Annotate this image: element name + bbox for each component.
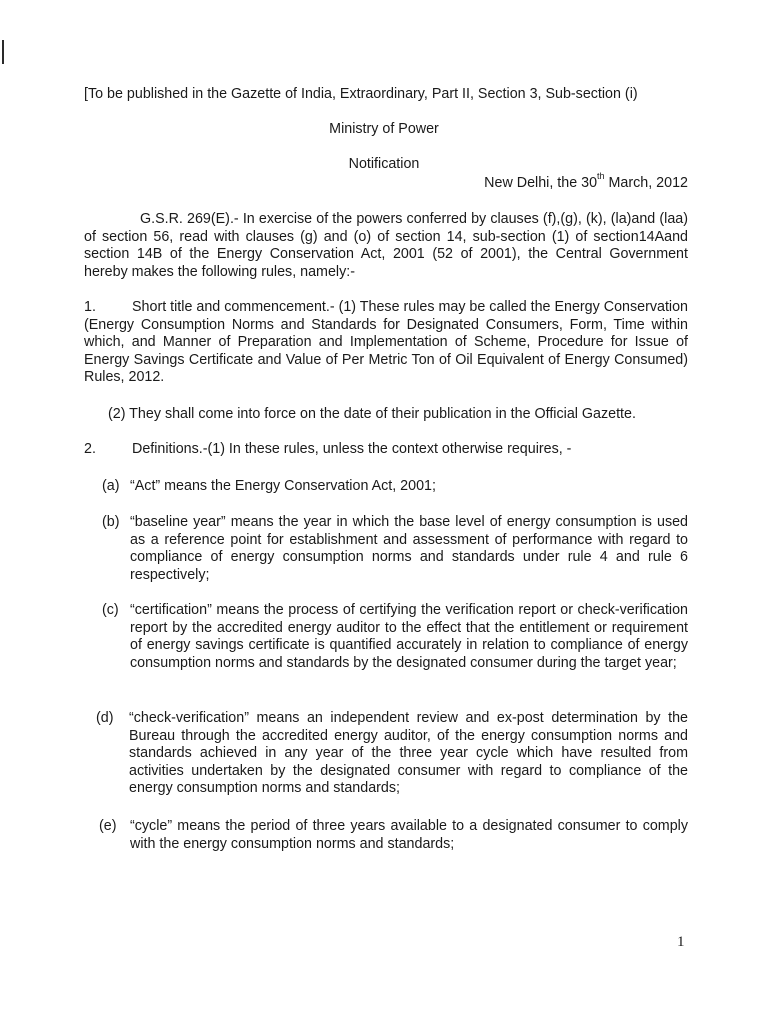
gazette-line: [To be published in the Gazette of India, Extraordinary, Part II, Section 3, Sub-section (i): [84, 86, 638, 102]
rule-2: [84, 441, 571, 459]
definition-text: “Act” means the Energy Conservation Act, 2001;: [130, 478, 436, 494]
preamble-paragraph: G.S.R. 269(E).- In exercise of the powers conferred by clauses (f),(g), (k), (la)and (laa) of section 56, read with clauses (g) and (o) of section 14, sub-section (1) of section14Aand section 14B of the Energy Conservation Act, 2001 (52 of 2001), the Central Government hereby makes the following rules, namely:-: [84, 211, 688, 280]
definition-c: [102, 602, 688, 672]
definition-d: [96, 710, 688, 798]
rule-2-text: Definitions.-(1) In these rules, unless the context otherwise requires, -: [132, 441, 572, 457]
definition-text: “cycle” means the period of three years available to a designated consumer to comply with the energy consumption norms and standards;: [130, 818, 688, 852]
definition-text: “baseline year” means the year in which the base level of energy consumption is used as a reference point for establishment and assessment of performance with regard to compliance of energy consumption norms and standards under rule 4 and rule 6 respectively;: [130, 514, 688, 583]
notification-title: Notification: [348, 156, 420, 172]
definition-label: (c): [102, 602, 119, 618]
rule-1-text: Short title and commencement.- (1) These rules may be called the Energy Conservation (Energy Consumption Norms and Standards for Designated Consumers, Form, Time within which, and Manner of Preparation and Implementation of Scheme, Procedure for Issue of Energy Savings Certificate and Value of Per Metric Ton of Oil Equivalent of Energy Consumed) Rules, 2012.: [84, 299, 688, 386]
rule-1-subrule-2: (2) They shall come into force on the date of their publication in the Official Gazette.: [108, 406, 636, 422]
rule-2-number: 2.: [84, 441, 96, 457]
dateline-prefix: New Delhi, the 30: [484, 175, 598, 191]
definition-b: [102, 514, 688, 584]
rule-1: [84, 299, 688, 387]
dateline: [484, 171, 688, 193]
definition-text: “certification” means the process of certifying the verification report or check-verification report by the accredited energy auditor to the effect that the entitlement or requirement of energy savings certificate is quantified accurately in relation to compliance of energy consumption norms and standards by the designated consumer during the target year;: [130, 602, 688, 671]
dateline-ordinal: th: [597, 171, 605, 182]
definition-label: (b): [102, 514, 120, 530]
definition-label: (e): [99, 818, 117, 834]
definition-text: “check-verification” means an independent review and ex-post determination by the Bureau through the accredited energy auditor, of the energy consumption norms and standards achieved in any year of the three year cycle which have resulted from activities undertaken by the designated consumer with regard to compliance of the energy consumption norms and standards;: [129, 710, 688, 797]
definition-e: [99, 818, 688, 853]
definition-a: [102, 478, 688, 496]
ministry-name: Ministry of Power: [329, 121, 439, 137]
rule-1-number: 1.: [84, 299, 96, 315]
page-number: 1: [677, 934, 685, 950]
definition-label: (d): [96, 710, 114, 726]
dateline-suffix: March, 2012: [604, 175, 688, 191]
definition-label: (a): [102, 478, 120, 494]
